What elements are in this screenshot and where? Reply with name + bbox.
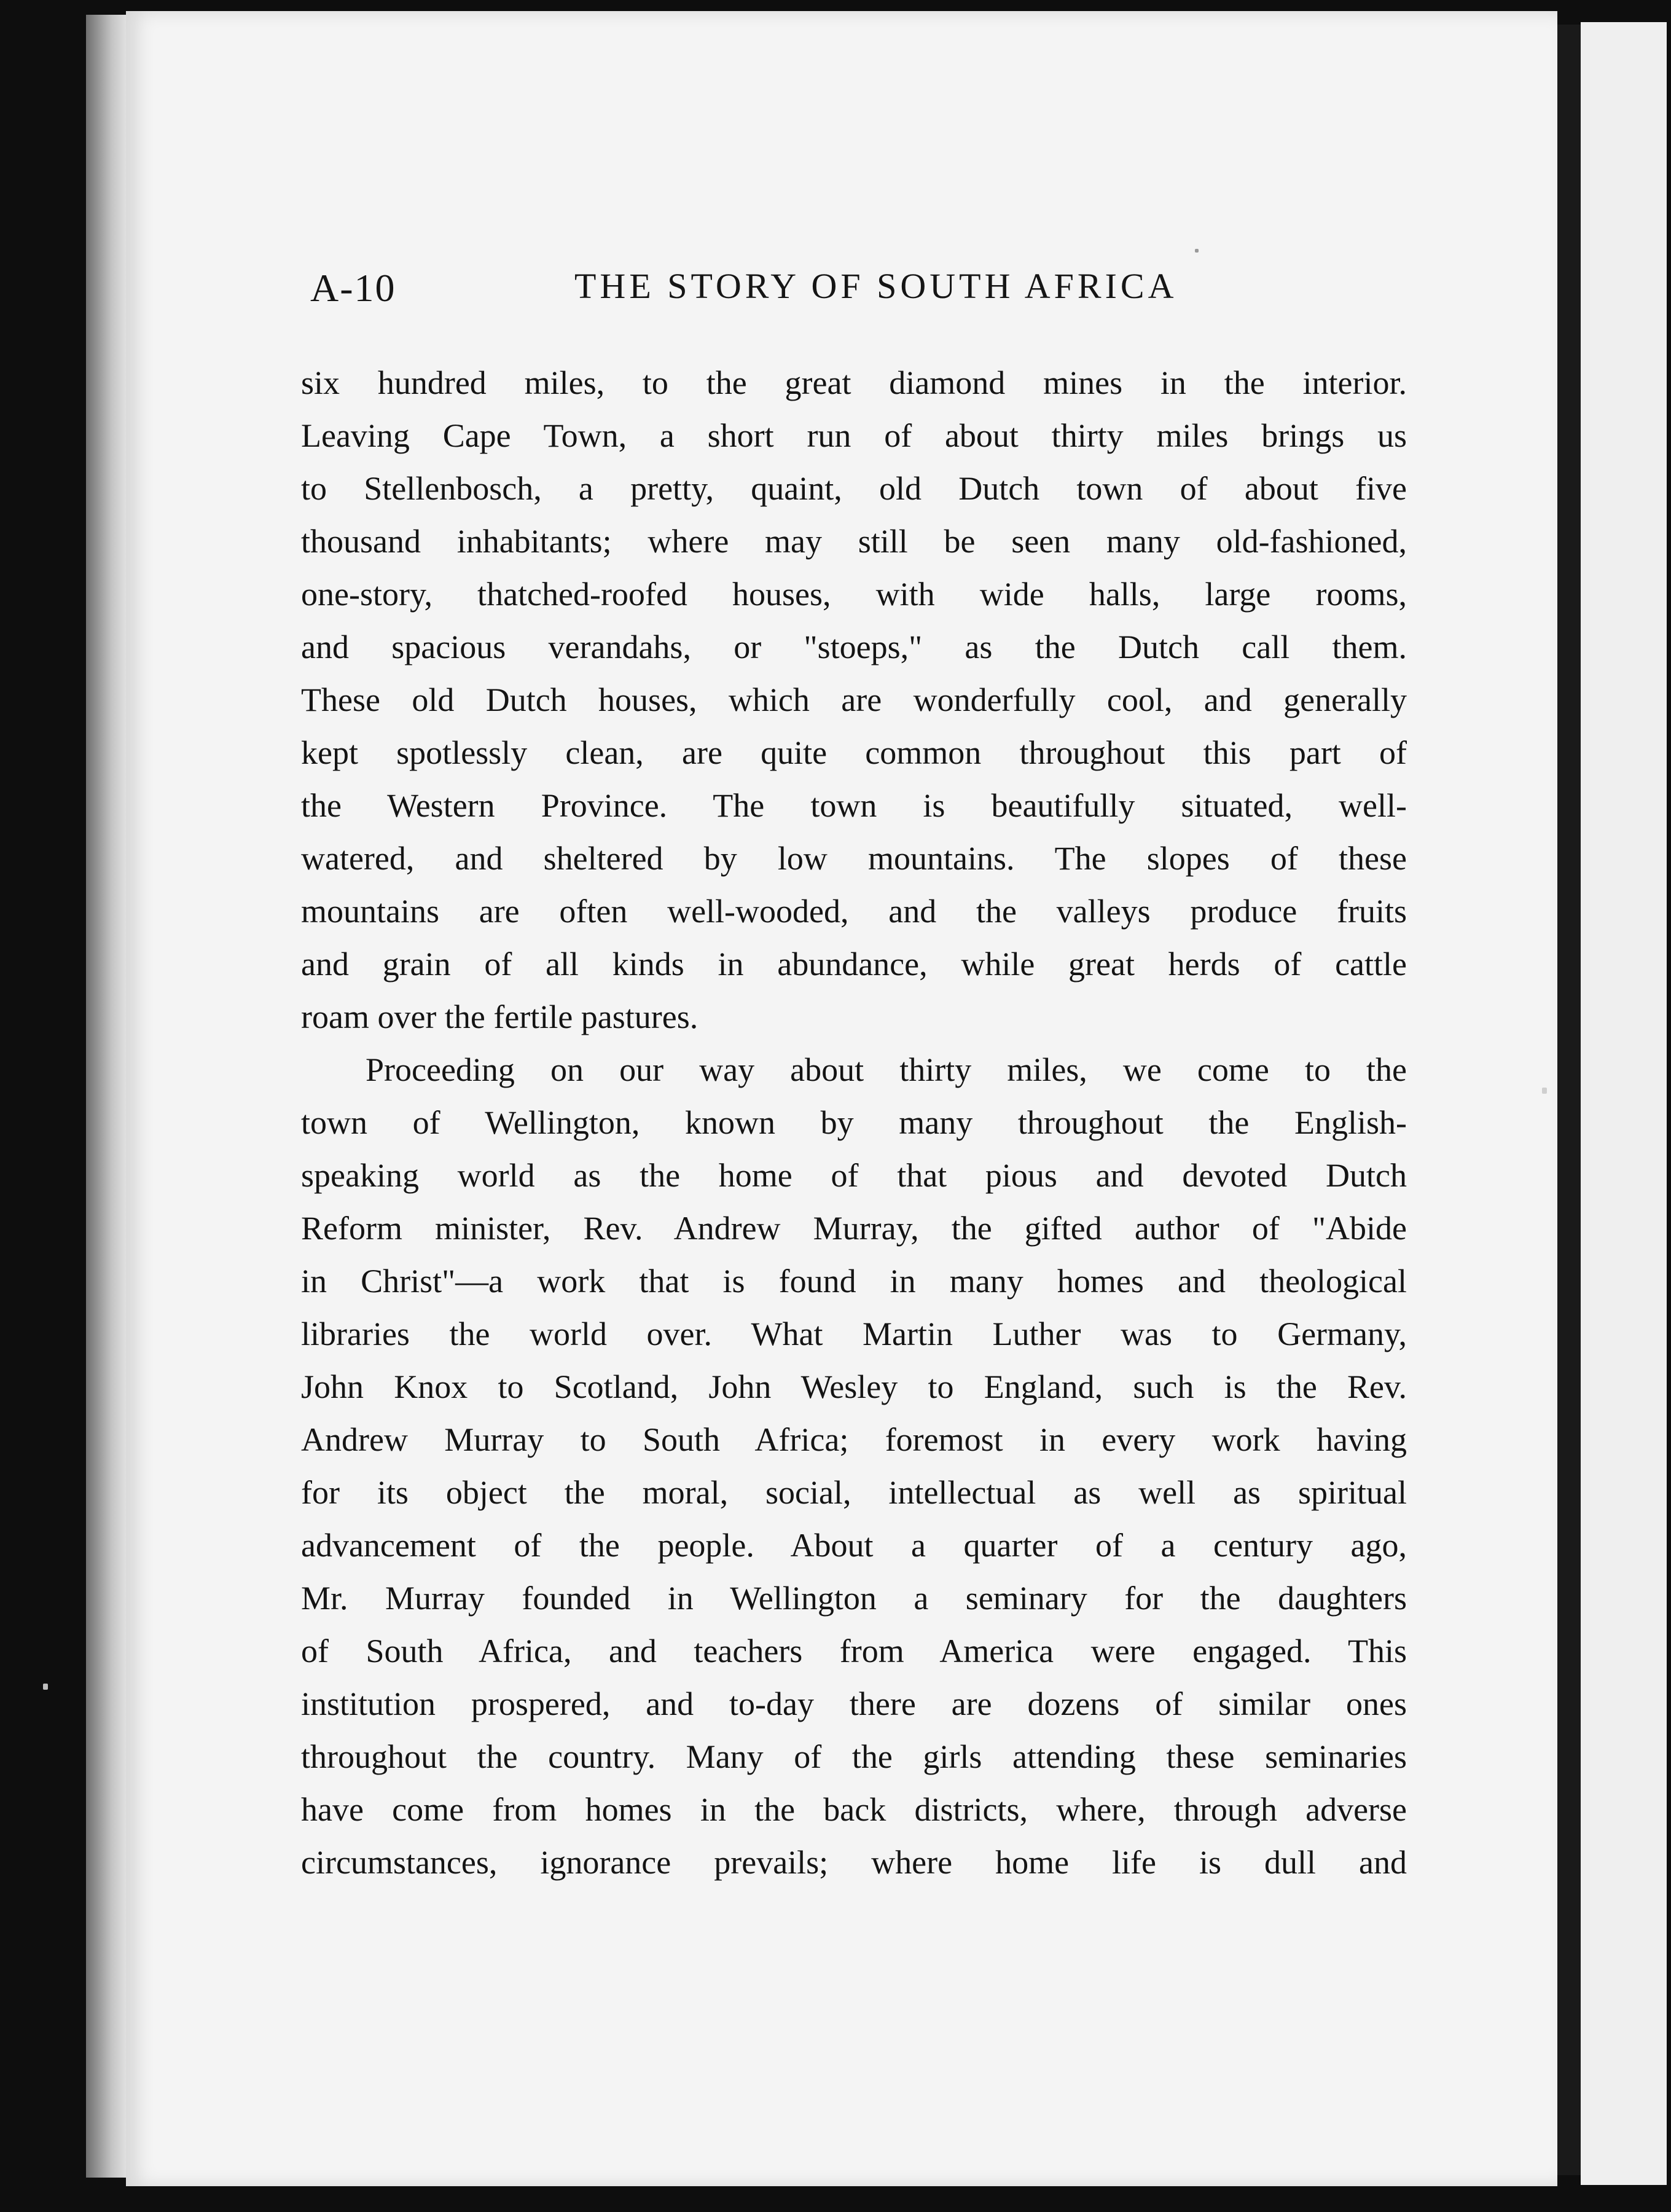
text-line: for its object the moral, social, intellectual as well as spiritual [301,1474,1407,1511]
text-line: to Stellenbosch, a pretty, quaint, old Dutch town of about five [301,470,1407,507]
text-line: speaking world as the home of that pious and devoted Dutch [301,1157,1407,1194]
text-line: Andrew Murray to South Africa; foremost in every work having [301,1421,1407,1458]
page-left-edge [86,15,129,2178]
text-line: kept spotlessly clean, are quite common throughout this part of [301,734,1407,771]
page-number: A-10 [310,266,396,310]
scan-speck [43,1684,48,1690]
text-line: and spacious verandahs, or "stoeps," as the Dutch call them. [301,629,1407,665]
text-line: Proceeding on our way about thirty miles, we come to the [366,1051,1407,1088]
text-line: mountains are often well-wooded, and the valleys produce fruits [301,893,1407,930]
text-line: of South Africa, and teachers from America were engaged. This [301,1633,1407,1669]
scan-speck [1542,1088,1547,1094]
text-line: the Western Province. The town is beautifully situated, well- [301,787,1407,824]
text-line: Mr. Murray founded in Wellington a seminary for the daughters [301,1580,1407,1617]
text-line: Reform minister, Rev. Andrew Murray, the gifted author of "Abide [301,1210,1407,1247]
page-gutter-shadow [1557,25,1581,2175]
text-line: advancement of the people. About a quarter of a century ago, [301,1527,1407,1564]
text-line: John Knox to Scotland, John Wesley to England, such is the Rev. [301,1368,1407,1405]
adjacent-page-strip [1581,22,1667,2185]
text-line: These old Dutch houses, which are wonderfully cool, and generally [301,681,1407,718]
body-text [301,356,1407,1889]
text-line: thousand inhabitants; where may still be seen many old-fashioned, [301,523,1407,560]
text-line: libraries the world over. What Martin Luther was to Germany, [301,1316,1407,1352]
text-line: one-story, thatched-roofed houses, with wide halls, large rooms, [301,576,1407,613]
scan-speck [1195,249,1199,253]
running-title: THE STORY OF SOUTH AFRICA [574,266,1178,306]
text-line: and grain of all kinds in abundance, while great herds of cattle [301,946,1407,982]
text-line: six hundred miles, to the great diamond mines in the interior. [301,364,1407,401]
running-head [310,265,1407,315]
text-line: town of Wellington, known by many throughout the English- [301,1104,1407,1141]
text-line: roam over the fertile pastures. [301,998,699,1035]
text-line: throughout the country. Many of the girls attending these seminaries [301,1738,1407,1775]
text-line: Leaving Cape Town, a short run of about thirty miles brings us [301,417,1407,454]
text-line: have come from homes in the back districts, where, through adverse [301,1791,1407,1828]
text-line: circumstances, ignorance prevails; where home life is dull and [301,1844,1407,1881]
text-line: watered, and sheltered by low mountains. The slopes of these [301,840,1407,877]
text-line: institution prospered, and to-day there are dozens of similar ones [301,1685,1407,1722]
text-line: in Christ"—a work that is found in many homes and theological [301,1263,1407,1300]
